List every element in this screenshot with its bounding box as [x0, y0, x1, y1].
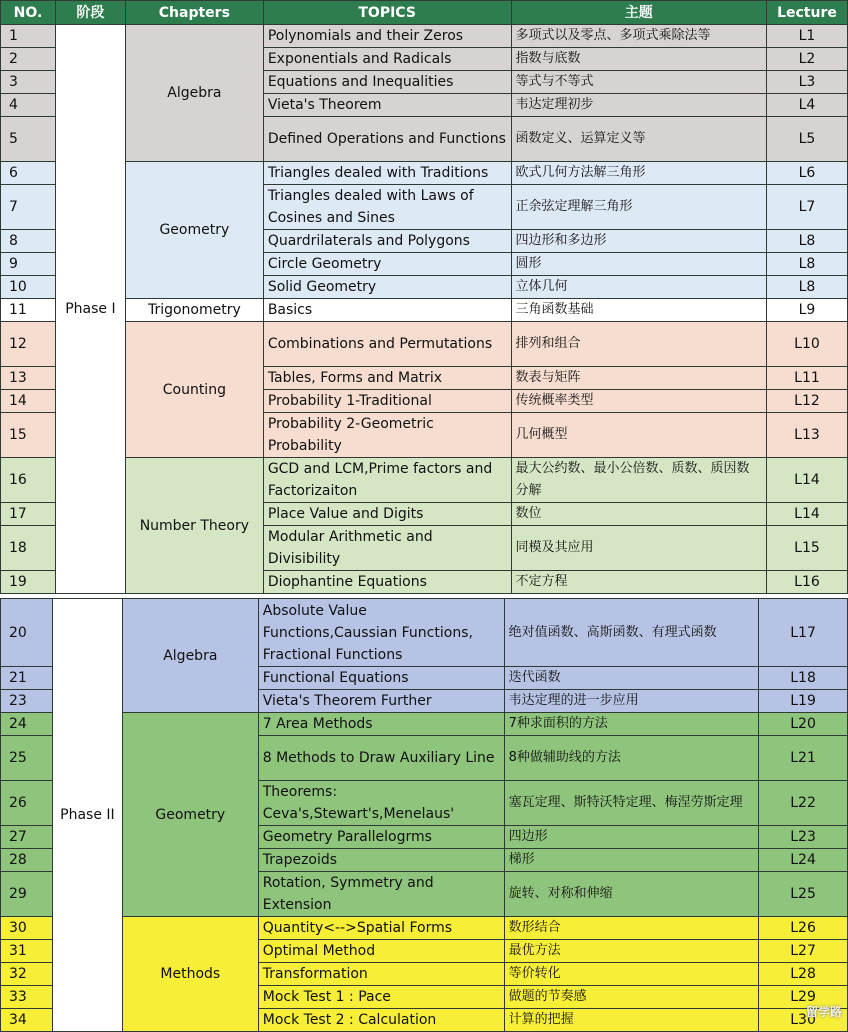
- table-row: [1, 25, 848, 48]
- row-number: 8: [1, 230, 56, 253]
- row-number: 29: [1, 872, 53, 917]
- topic-en: Mock Test 1 : Pace: [258, 986, 504, 1009]
- lecture-code: L23: [759, 826, 848, 849]
- topic-zh: 圆形: [511, 253, 766, 276]
- lecture-code: L20: [759, 713, 848, 736]
- lecture-code: L12: [766, 390, 847, 413]
- topic-zh: 等式与不等式: [511, 71, 766, 94]
- lecture-code: L27: [759, 940, 848, 963]
- lecture-code: L3: [766, 71, 847, 94]
- row-number: 31: [1, 940, 53, 963]
- table-row: [1, 458, 848, 503]
- row-number: 16: [1, 458, 56, 503]
- lecture-code: L21: [759, 736, 848, 781]
- lecture-code: L29: [759, 986, 848, 1009]
- topic-en: Defined Operations and Functions: [263, 117, 511, 162]
- topic-zh: 多项式以及零点、多项式乘除法等: [511, 25, 766, 48]
- topic-zh: 不定方程: [511, 571, 766, 594]
- topic-en: Quardrilaterals and Polygons: [263, 230, 511, 253]
- table-row: [1, 322, 848, 367]
- topic-en: Theorems: Ceva's,Stewart's,Menelaus': [258, 781, 504, 826]
- lecture-code: L18: [759, 667, 848, 690]
- topic-en: Place Value and Digits: [263, 503, 511, 526]
- chapter-name: Number Theory: [125, 458, 263, 594]
- table-row: [1, 299, 848, 322]
- row-number: 27: [1, 826, 53, 849]
- row-number: 19: [1, 571, 56, 594]
- row-number: 14: [1, 390, 56, 413]
- topic-zh: 绝对值函数、高斯函数、有理式函数: [504, 599, 758, 667]
- row-number: 7: [1, 185, 56, 230]
- topic-en: 8 Methods to Draw Auxiliary Line: [258, 736, 504, 781]
- phase-2-body: [1, 599, 848, 1032]
- table-row: [1, 917, 848, 940]
- topic-zh: 最优方法: [504, 940, 758, 963]
- row-number: 6: [1, 162, 56, 185]
- table-row: [1, 162, 848, 185]
- topic-zh: 旋转、对称和伸缩: [504, 872, 758, 917]
- topic-zh: 7种求面积的方法: [504, 713, 758, 736]
- row-number: 5: [1, 117, 56, 162]
- topic-en: Absolute Value Functions,Caussian Functions, Fractional Functions: [258, 599, 504, 667]
- topic-en: Probability 2-Geometric Probability: [263, 413, 511, 458]
- topic-en: Optimal Method: [258, 940, 504, 963]
- topic-en: GCD and LCM,Prime factors and Factorizaiton: [263, 458, 511, 503]
- topic-en: Basics: [263, 299, 511, 322]
- topic-en: Diophantine Equations: [263, 571, 511, 594]
- phase-label: Phase II: [52, 599, 122, 1032]
- topic-zh: 同模及其应用: [511, 526, 766, 571]
- lecture-code: L8: [766, 276, 847, 299]
- topic-en: Transformation: [258, 963, 504, 986]
- chapter-name: Trigonometry: [125, 299, 263, 322]
- chapter-name: Algebra: [125, 25, 263, 162]
- lecture-code: L7: [766, 185, 847, 230]
- lecture-code: L2: [766, 48, 847, 71]
- row-number: 26: [1, 781, 53, 826]
- topic-zh: 迭代函数: [504, 667, 758, 690]
- table-row: [1, 713, 848, 736]
- header-topics: TOPICS: [263, 1, 511, 25]
- topic-en: Triangles dealed with Laws of Cosines and Sines: [263, 185, 511, 230]
- topic-en: Vieta's Theorem Further: [258, 690, 504, 713]
- topic-zh: 计算的把握: [504, 1009, 758, 1032]
- topic-en: Rotation, Symmetry and Extension: [258, 872, 504, 917]
- lecture-code: L8: [766, 253, 847, 276]
- phase-label: Phase I: [55, 25, 125, 594]
- lecture-code: L5: [766, 117, 847, 162]
- topic-zh: 8种做辅助线的方法: [504, 736, 758, 781]
- topic-en: Mock Test 2 : Calculation: [258, 1009, 504, 1032]
- header-lecture: Lecture: [766, 1, 847, 25]
- table-row: [1, 599, 848, 667]
- lecture-code: L11: [766, 367, 847, 390]
- lecture-code: L24: [759, 849, 848, 872]
- topic-zh: 几何概型: [511, 413, 766, 458]
- topic-zh: 等价转化: [504, 963, 758, 986]
- topic-zh: 函数定义、运算定义等: [511, 117, 766, 162]
- row-number: 33: [1, 986, 53, 1009]
- topic-en: Modular Arithmetic and Divisibility: [263, 526, 511, 571]
- row-number: 21: [1, 667, 53, 690]
- topic-zh: 数形结合: [504, 917, 758, 940]
- lecture-code: L13: [766, 413, 847, 458]
- topic-en: Circle Geometry: [263, 253, 511, 276]
- topic-en: 7 Area Methods: [258, 713, 504, 736]
- lecture-code: L9: [766, 299, 847, 322]
- topic-en: Triangles dealed with Traditions: [263, 162, 511, 185]
- row-number: 10: [1, 276, 56, 299]
- lecture-code: L26: [759, 917, 848, 940]
- row-number: 24: [1, 713, 53, 736]
- topic-zh: 数表与矩阵: [511, 367, 766, 390]
- chapter-name: Counting: [125, 322, 263, 458]
- topic-zh: 欧式几何方法解三角形: [511, 162, 766, 185]
- topic-zh: 立体几何: [511, 276, 766, 299]
- row-number: 1: [1, 25, 56, 48]
- topic-en: Trapezoids: [258, 849, 504, 872]
- topic-zh: 塞瓦定理、斯特沃特定理、梅涅劳斯定理: [504, 781, 758, 826]
- row-number: 18: [1, 526, 56, 571]
- row-number: 25: [1, 736, 53, 781]
- row-number: 12: [1, 322, 56, 367]
- topic-en: Exponentials and Radicals: [263, 48, 511, 71]
- chapter-name: Algebra: [122, 599, 258, 713]
- row-number: 15: [1, 413, 56, 458]
- topic-zh: 韦达定理的进一步应用: [504, 690, 758, 713]
- lecture-code: L28: [759, 963, 848, 986]
- lecture-code: L8: [766, 230, 847, 253]
- topic-en: Equations and Inequalities: [263, 71, 511, 94]
- topic-en: Quantity<-->Spatial Forms: [258, 917, 504, 940]
- row-number: 17: [1, 503, 56, 526]
- row-number: 13: [1, 367, 56, 390]
- topic-zh: 做题的节奏感: [504, 986, 758, 1009]
- row-number: 4: [1, 94, 56, 117]
- watermark-logo: 留学路: [805, 1005, 842, 1019]
- topic-zh: 排列和组合: [511, 322, 766, 367]
- topic-en: Geometry Parallelogrms: [258, 826, 504, 849]
- lecture-code: L30: [759, 1009, 848, 1032]
- lecture-code: L14: [766, 503, 847, 526]
- topic-zh: 三角函数基础: [511, 299, 766, 322]
- lecture-code: L10: [766, 322, 847, 367]
- topic-en: Functional Equations: [258, 667, 504, 690]
- row-number: 32: [1, 963, 53, 986]
- row-number: 30: [1, 917, 53, 940]
- lecture-code: L17: [759, 599, 848, 667]
- topic-zh: 指数与底数: [511, 48, 766, 71]
- topic-en: Polynomials and their Zeros: [263, 25, 511, 48]
- topic-zh: 数位: [511, 503, 766, 526]
- topic-zh: 最大公约数、最小公倍数、质数、质因数分解: [511, 458, 766, 503]
- topic-en: Probability 1-Traditional: [263, 390, 511, 413]
- lecture-code: L4: [766, 94, 847, 117]
- chapter-name: Geometry: [122, 713, 258, 917]
- header-phase: 阶段: [55, 1, 125, 25]
- lecture-code: L22: [759, 781, 848, 826]
- chapter-name: Methods: [122, 917, 258, 1032]
- topic-en: Combinations and Permutations: [263, 322, 511, 367]
- header-row: [1, 1, 848, 25]
- chapter-name: Geometry: [125, 162, 263, 299]
- row-number: 3: [1, 71, 56, 94]
- row-number: 9: [1, 253, 56, 276]
- topic-zh: 四边形和多边形: [511, 230, 766, 253]
- lecture-code: L1: [766, 25, 847, 48]
- topic-en: Solid Geometry: [263, 276, 511, 299]
- row-number: 34: [1, 1009, 53, 1032]
- row-number: 20: [1, 599, 53, 667]
- row-number: 11: [1, 299, 56, 322]
- header-no: NO.: [1, 1, 56, 25]
- topic-zh: 梯形: [504, 849, 758, 872]
- topic-zh: 四边形: [504, 826, 758, 849]
- curriculum-table-phase-2: [0, 598, 848, 1032]
- header-topics-zh: 主题: [511, 1, 766, 25]
- topic-en: Vieta's Theorem: [263, 94, 511, 117]
- row-number: 23: [1, 690, 53, 713]
- row-number: 28: [1, 849, 53, 872]
- header-chapters: Chapters: [125, 1, 263, 25]
- phase-1-body: [1, 25, 848, 594]
- lecture-code: L15: [766, 526, 847, 571]
- topic-en: Tables, Forms and Matrix: [263, 367, 511, 390]
- topic-zh: 韦达定理初步: [511, 94, 766, 117]
- lecture-code: L19: [759, 690, 848, 713]
- topic-zh: 传统概率类型: [511, 390, 766, 413]
- topic-zh: 正余弦定理解三角形: [511, 185, 766, 230]
- lecture-code: L14: [766, 458, 847, 503]
- lecture-code: L16: [766, 571, 847, 594]
- lecture-code: L6: [766, 162, 847, 185]
- row-number: 2: [1, 48, 56, 71]
- lecture-code: L25: [759, 872, 848, 917]
